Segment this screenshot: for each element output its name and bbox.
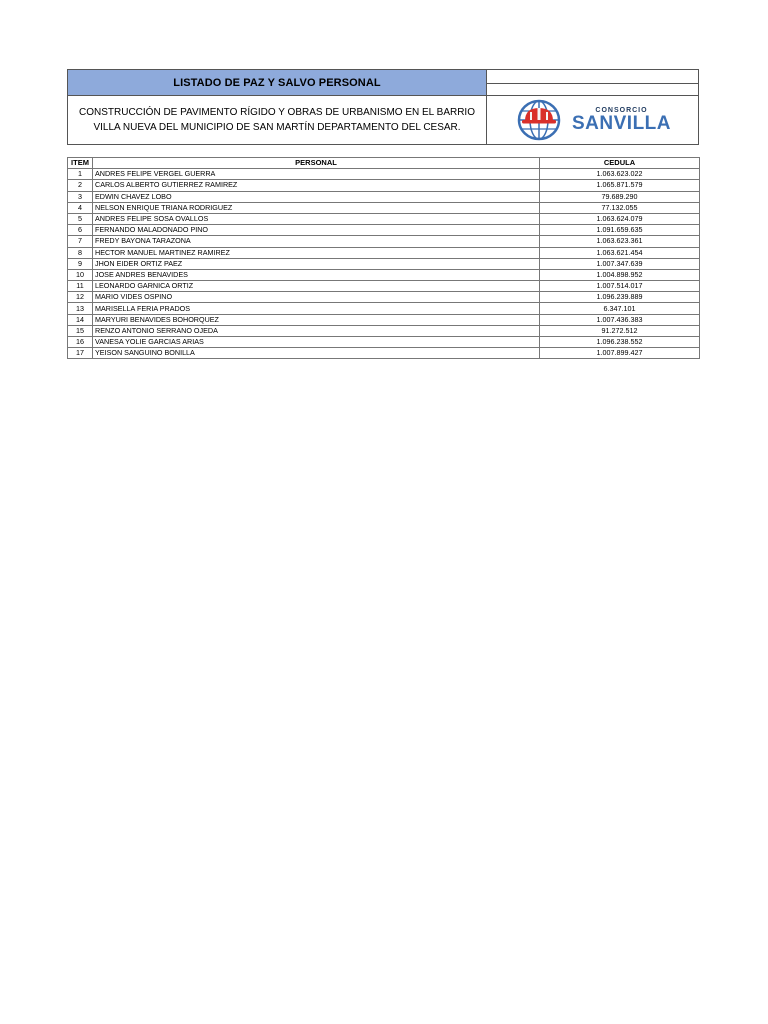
cell-cedula: 1.063.623.361 (540, 236, 700, 247)
cell-cedula: 77.132.055 (540, 202, 700, 213)
table-row (68, 225, 700, 236)
table-header-row (68, 158, 700, 169)
cell-name: EDWIN CHAVEZ LOBO (93, 191, 540, 202)
cell-item: 14 (68, 314, 93, 325)
cell-item: 4 (68, 202, 93, 213)
column-header-personal: PERSONAL (93, 158, 540, 169)
table-row (68, 247, 700, 258)
table-row (68, 213, 700, 224)
cell-name: JHON EIDER ORTIZ PAEZ (93, 258, 540, 269)
table-row (68, 169, 700, 180)
cell-cedula: 1.065.871.579 (540, 180, 700, 191)
blank-header-cell (487, 70, 698, 84)
globe-helmet-logo-icon (514, 99, 564, 141)
table-body (68, 169, 700, 359)
cell-item: 10 (68, 269, 93, 280)
table-row (68, 348, 700, 359)
cell-cedula: 1.007.899.427 (540, 348, 700, 359)
cell-item: 15 (68, 325, 93, 336)
logo-name: SANVILLA (572, 112, 671, 134)
cell-cedula: 1.063.624.079 (540, 213, 700, 224)
cell-item: 17 (68, 348, 93, 359)
cell-name: FERNANDO MALADONADO PINO (93, 225, 540, 236)
cell-name: ANDRES FELIPE SOSA OVALLOS (93, 213, 540, 224)
cell-name: VANESA YOLIE GARCIAS ARIAS (93, 337, 540, 348)
cell-item: 7 (68, 236, 93, 247)
cell-item: 11 (68, 281, 93, 292)
cell-name: JOSE ANDRES BENAVIDES (93, 269, 540, 280)
table-row (68, 303, 700, 314)
cell-name: LEONARDO GARNICA ORTIZ (93, 281, 540, 292)
table-row (68, 337, 700, 348)
cell-item: 13 (68, 303, 93, 314)
personnel-table (67, 157, 700, 359)
cell-cedula: 1.007.514.017 (540, 281, 700, 292)
table-row (68, 281, 700, 292)
cell-cedula: 79.689.290 (540, 191, 700, 202)
cell-name: RENZO ANTONIO SERRANO OJEDA (93, 325, 540, 336)
cell-item: 6 (68, 225, 93, 236)
cell-item: 5 (68, 213, 93, 224)
logo-subtitle: CONSORCIO (595, 106, 648, 114)
table-row (68, 258, 700, 269)
table-row (68, 325, 700, 336)
cell-item: 3 (68, 191, 93, 202)
cell-name: NELSON ENRIQUE TRIANA RODRIGUEZ (93, 202, 540, 213)
document-header (67, 69, 699, 145)
cell-name: MARISELLA FERIA PRADOS (93, 303, 540, 314)
cell-name: MARYURI BENAVIDES BOHORQUEZ (93, 314, 540, 325)
cell-item: 8 (68, 247, 93, 258)
cell-cedula: 1.096.239.889 (540, 292, 700, 303)
cell-cedula: 6.347.101 (540, 303, 700, 314)
table-row (68, 269, 700, 280)
cell-cedula: 1.004.898.952 (540, 269, 700, 280)
blank-header-cell (487, 84, 698, 96)
cell-item: 9 (68, 258, 93, 269)
cell-cedula: 1.091.659.635 (540, 225, 700, 236)
column-header-cedula: CEDULA (540, 158, 700, 169)
project-description: CONSTRUCCIÓN DE PAVIMENTO RÍGIDO Y OBRAS DE URBANISMO EN EL BARRIO VILLA NUEVA DEL MUNICIPIO DE SAN MARTÍN DEPARTAMENTO DEL CESAR. (68, 96, 487, 144)
cell-name: FREDY BAYONA TARAZONA (93, 236, 540, 247)
cell-name: ANDRES FELIPE VERGEL GUERRA (93, 169, 540, 180)
cell-cedula: 1.096.238.552 (540, 337, 700, 348)
table-row (68, 314, 700, 325)
cell-name: HECTOR MANUEL MARTINEZ RAMIREZ (93, 247, 540, 258)
cell-item: 2 (68, 180, 93, 191)
cell-cedula: 91.272.512 (540, 325, 700, 336)
cell-name: YEISON SANGUINO BONILLA (93, 348, 540, 359)
table-row (68, 180, 700, 191)
column-header-item: ITEM (68, 158, 93, 169)
cell-item: 1 (68, 169, 93, 180)
cell-cedula: 1.063.621.454 (540, 247, 700, 258)
table-row (68, 202, 700, 213)
document-title: LISTADO DE PAZ Y SALVO PERSONAL (68, 70, 487, 96)
cell-name: CARLOS ALBERTO GUTIERREZ RAMIREZ (93, 180, 540, 191)
cell-cedula: 1.007.347.639 (540, 258, 700, 269)
cell-name: MARIO VIDES OSPINO (93, 292, 540, 303)
table-row (68, 292, 700, 303)
table-row (68, 236, 700, 247)
cell-item: 16 (68, 337, 93, 348)
company-logo (487, 96, 698, 144)
cell-item: 12 (68, 292, 93, 303)
cell-cedula: 1.007.436.383 (540, 314, 700, 325)
cell-cedula: 1.063.623.022 (540, 169, 700, 180)
table-row (68, 191, 700, 202)
